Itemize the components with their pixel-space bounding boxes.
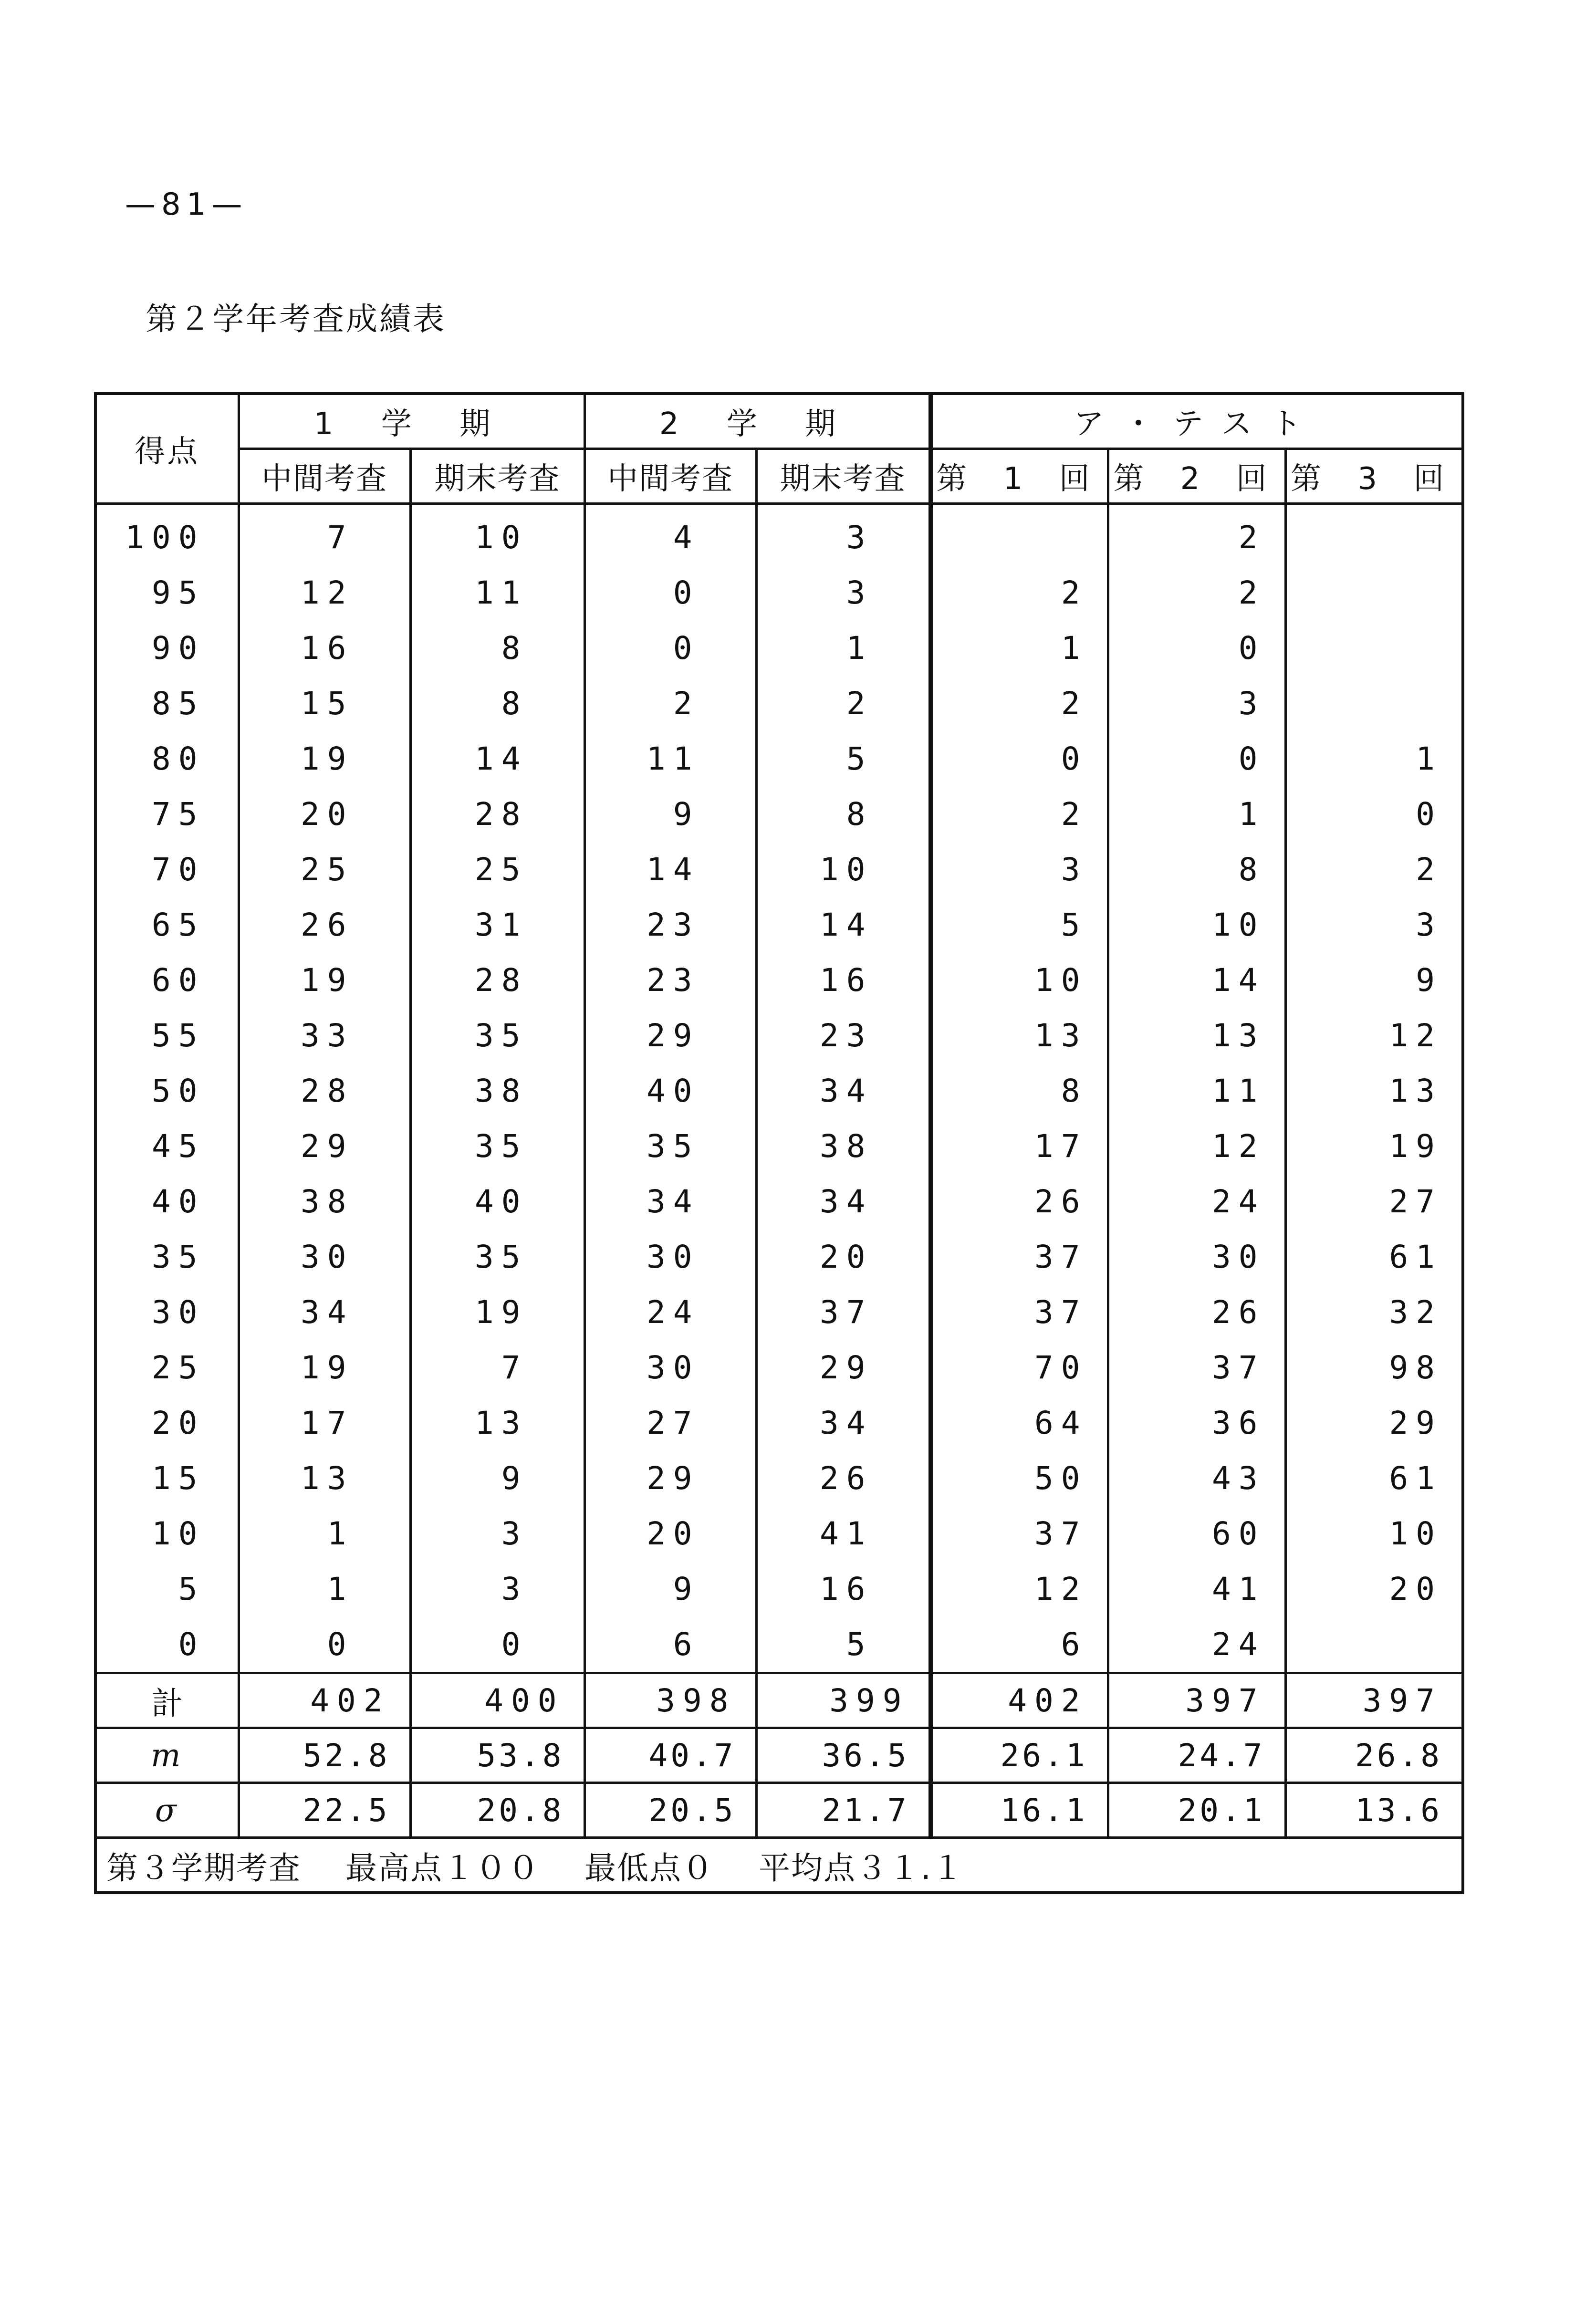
count-cell-term1-midterm: 33 xyxy=(239,1008,410,1063)
table-row xyxy=(95,952,1463,1008)
term3-note xyxy=(95,1838,1463,1893)
count-cell-term1-final: 35 xyxy=(410,1229,584,1284)
score-cell: 50 xyxy=(95,1063,239,1118)
count-cell-test-2: 37 xyxy=(1108,1340,1285,1395)
count-cell-test-3: 29 xyxy=(1285,1395,1463,1450)
subheader-term1-midterm: 中間考査 xyxy=(239,449,410,504)
count-cell-test-2: 2 xyxy=(1108,565,1285,620)
term2-header: 2 学 期 xyxy=(584,394,930,449)
count-cell-test-1: 37 xyxy=(930,1506,1108,1561)
count-cell-term1-final: 19 xyxy=(410,1284,584,1340)
count-cell-term2-midterm: 0 xyxy=(584,620,756,676)
term3-note-min: 最低点０ xyxy=(584,1849,714,1887)
count-cell-test-3 xyxy=(1285,504,1463,565)
count-cell-term2-midterm: 6 xyxy=(584,1616,756,1673)
score-distribution-table xyxy=(94,392,1464,1894)
count-cell-test-2: 60 xyxy=(1108,1506,1285,1561)
count-cell-test-3: 61 xyxy=(1285,1450,1463,1506)
score-cell: 30 xyxy=(95,1284,239,1340)
count-cell-term2-final: 3 xyxy=(756,565,930,620)
sd-value: 20.5 xyxy=(584,1783,756,1838)
count-cell-term2-midterm: 4 xyxy=(584,504,756,565)
table-row xyxy=(95,1008,1463,1063)
count-cell-term1-midterm: 19 xyxy=(239,952,410,1008)
count-cell-test-1: 6 xyxy=(930,1616,1108,1673)
count-cell-term2-midterm: 9 xyxy=(584,1561,756,1616)
count-cell-term1-final: 35 xyxy=(410,1118,584,1174)
total-value: 398 xyxy=(584,1673,756,1728)
score-cell: 15 xyxy=(95,1450,239,1506)
count-cell-term1-midterm: 29 xyxy=(239,1118,410,1174)
count-cell-term1-midterm: 13 xyxy=(239,1450,410,1506)
count-cell-term2-final: 1 xyxy=(756,620,930,676)
count-cell-term1-final: 0 xyxy=(410,1616,584,1673)
count-cell-term1-midterm: 38 xyxy=(239,1174,410,1229)
subheader-test-2: 第 2 回 xyxy=(1108,449,1285,504)
footnote-row xyxy=(95,1838,1463,1893)
count-cell-test-3: 0 xyxy=(1285,786,1463,842)
total-value: 399 xyxy=(756,1673,930,1728)
count-cell-term1-midterm: 0 xyxy=(239,1616,410,1673)
count-cell-term2-final: 3 xyxy=(756,504,930,565)
table-row xyxy=(95,1118,1463,1174)
count-cell-term2-midterm: 23 xyxy=(584,952,756,1008)
sd-row xyxy=(95,1783,1463,1838)
sd-value: 20.8 xyxy=(410,1783,584,1838)
count-cell-test-1: 70 xyxy=(930,1340,1108,1395)
count-cell-term1-final: 8 xyxy=(410,676,584,731)
count-cell-test-1: 37 xyxy=(930,1284,1108,1340)
total-label: 計 xyxy=(95,1673,239,1728)
count-cell-term2-final: 34 xyxy=(756,1063,930,1118)
count-cell-test-3 xyxy=(1285,620,1463,676)
count-cell-test-3: 19 xyxy=(1285,1118,1463,1174)
count-cell-test-1: 17 xyxy=(930,1118,1108,1174)
count-cell-term2-midterm: 35 xyxy=(584,1118,756,1174)
sd-value: 21.7 xyxy=(756,1783,930,1838)
count-cell-term2-final: 10 xyxy=(756,842,930,897)
count-cell-test-1: 3 xyxy=(930,842,1108,897)
count-cell-test-1: 1 xyxy=(930,620,1108,676)
score-cell: 10 xyxy=(95,1506,239,1561)
count-cell-term1-final: 28 xyxy=(410,952,584,1008)
total-value: 402 xyxy=(930,1673,1108,1728)
count-cell-term2-midterm: 29 xyxy=(584,1008,756,1063)
count-cell-test-2: 2 xyxy=(1108,504,1285,565)
count-cell-term1-final: 14 xyxy=(410,731,584,786)
subheader-test-1: 第 1 回 xyxy=(930,449,1108,504)
table-row xyxy=(95,897,1463,952)
count-cell-term2-midterm: 24 xyxy=(584,1284,756,1340)
count-cell-test-2: 8 xyxy=(1108,842,1285,897)
count-cell-test-3: 32 xyxy=(1285,1284,1463,1340)
count-cell-test-1: 8 xyxy=(930,1063,1108,1118)
table-row xyxy=(95,842,1463,897)
count-cell-term1-final: 25 xyxy=(410,842,584,897)
count-cell-term2-midterm: 0 xyxy=(584,565,756,620)
count-cell-test-1: 64 xyxy=(930,1395,1108,1450)
count-cell-term2-final: 16 xyxy=(756,952,930,1008)
count-cell-test-3 xyxy=(1285,1616,1463,1673)
subheader-term1-final: 期末考査 xyxy=(410,449,584,504)
count-cell-term1-midterm: 1 xyxy=(239,1506,410,1561)
count-cell-term2-final: 37 xyxy=(756,1284,930,1340)
count-cell-term2-midterm: 27 xyxy=(584,1395,756,1450)
score-cell: 90 xyxy=(95,620,239,676)
table-row xyxy=(95,1561,1463,1616)
achievement-test-header: ア・テスト xyxy=(930,394,1463,449)
term3-note-label: 第３学期考査 xyxy=(106,1849,301,1887)
count-cell-term1-final: 11 xyxy=(410,565,584,620)
count-cell-test-1: 26 xyxy=(930,1174,1108,1229)
score-cell: 35 xyxy=(95,1229,239,1284)
total-value: 402 xyxy=(239,1673,410,1728)
sd-value: 13.6 xyxy=(1285,1783,1463,1838)
score-cell: 65 xyxy=(95,897,239,952)
table-row xyxy=(95,620,1463,676)
count-cell-test-1: 10 xyxy=(930,952,1108,1008)
count-cell-test-1: 50 xyxy=(930,1450,1108,1506)
term1-header: 1 学 期 xyxy=(239,394,584,449)
count-cell-term1-final: 31 xyxy=(410,897,584,952)
score-cell: 55 xyxy=(95,1008,239,1063)
subheader-term2-final: 期末考査 xyxy=(756,449,930,504)
count-cell-test-2: 24 xyxy=(1108,1616,1285,1673)
count-cell-test-2: 3 xyxy=(1108,676,1285,731)
count-cell-test-3: 20 xyxy=(1285,1561,1463,1616)
score-cell: 70 xyxy=(95,842,239,897)
count-cell-term2-final: 41 xyxy=(756,1506,930,1561)
count-cell-term2-final: 23 xyxy=(756,1008,930,1063)
score-cell: 80 xyxy=(95,731,239,786)
count-cell-test-3 xyxy=(1285,676,1463,731)
table-row xyxy=(95,565,1463,620)
group-header-row xyxy=(95,394,1463,449)
score-cell: 5 xyxy=(95,1561,239,1616)
count-cell-term1-final: 35 xyxy=(410,1008,584,1063)
count-cell-test-2: 41 xyxy=(1108,1561,1285,1616)
table-row xyxy=(95,1616,1463,1673)
count-cell-test-1: 2 xyxy=(930,786,1108,842)
count-cell-term1-final: 13 xyxy=(410,1395,584,1450)
count-cell-term2-final: 5 xyxy=(756,1616,930,1673)
count-cell-term2-final: 34 xyxy=(756,1174,930,1229)
score-cell: 75 xyxy=(95,786,239,842)
document-title: 第２学年考査成績表 xyxy=(146,301,446,337)
score-cell: 0 xyxy=(95,1616,239,1673)
score-cell: 25 xyxy=(95,1340,239,1395)
count-cell-test-2: 43 xyxy=(1108,1450,1285,1506)
mean-value: 36.5 xyxy=(756,1728,930,1783)
count-cell-term1-final: 3 xyxy=(410,1561,584,1616)
score-cell: 100 xyxy=(95,504,239,565)
sd-value: 20.1 xyxy=(1108,1783,1285,1838)
mean-value: 53.8 xyxy=(410,1728,584,1783)
count-cell-term1-final: 28 xyxy=(410,786,584,842)
table-row xyxy=(95,1063,1463,1118)
count-cell-term2-midterm: 20 xyxy=(584,1506,756,1561)
count-cell-test-2: 1 xyxy=(1108,786,1285,842)
count-cell-term2-final: 8 xyxy=(756,786,930,842)
count-cell-term2-midterm: 30 xyxy=(584,1229,756,1284)
count-cell-test-1: 2 xyxy=(930,676,1108,731)
count-cell-test-1: 5 xyxy=(930,897,1108,952)
count-cell-term1-midterm: 12 xyxy=(239,565,410,620)
term3-note-avg: 平均点３１.１ xyxy=(758,1849,964,1887)
count-cell-test-2: 0 xyxy=(1108,620,1285,676)
count-cell-test-2: 10 xyxy=(1108,897,1285,952)
score-cell: 20 xyxy=(95,1395,239,1450)
count-cell-term1-midterm: 15 xyxy=(239,676,410,731)
table-row xyxy=(95,1229,1463,1284)
total-row xyxy=(95,1673,1463,1728)
count-cell-test-1: 37 xyxy=(930,1229,1108,1284)
count-cell-term2-final: 26 xyxy=(756,1450,930,1506)
sd-value: 16.1 xyxy=(930,1783,1108,1838)
count-cell-test-1 xyxy=(930,504,1108,565)
count-cell-term2-midterm: 11 xyxy=(584,731,756,786)
count-cell-test-1: 12 xyxy=(930,1561,1108,1616)
count-cell-test-3: 10 xyxy=(1285,1506,1463,1561)
score-cell: 45 xyxy=(95,1118,239,1174)
count-cell-test-3: 9 xyxy=(1285,952,1463,1008)
table-row xyxy=(95,1174,1463,1229)
mean-label: m xyxy=(95,1728,239,1783)
score-column-header: 得点 xyxy=(95,394,239,504)
count-cell-test-2: 26 xyxy=(1108,1284,1285,1340)
score-cell: 40 xyxy=(95,1174,239,1229)
count-cell-term1-final: 7 xyxy=(410,1340,584,1395)
count-cell-test-2: 30 xyxy=(1108,1229,1285,1284)
table-row xyxy=(95,1506,1463,1561)
count-cell-term1-midterm: 34 xyxy=(239,1284,410,1340)
count-cell-term2-final: 16 xyxy=(756,1561,930,1616)
total-value: 400 xyxy=(410,1673,584,1728)
count-cell-term2-midterm: 30 xyxy=(584,1340,756,1395)
table-row xyxy=(95,676,1463,731)
count-cell-term1-midterm: 17 xyxy=(239,1395,410,1450)
count-cell-term2-final: 20 xyxy=(756,1229,930,1284)
count-cell-test-3: 27 xyxy=(1285,1174,1463,1229)
score-cell: 85 xyxy=(95,676,239,731)
count-cell-term1-midterm: 19 xyxy=(239,1340,410,1395)
count-cell-test-3: 12 xyxy=(1285,1008,1463,1063)
count-cell-term2-midterm: 23 xyxy=(584,897,756,952)
count-cell-term1-midterm: 16 xyxy=(239,620,410,676)
sd-value: 22.5 xyxy=(239,1783,410,1838)
count-cell-term1-final: 10 xyxy=(410,504,584,565)
count-cell-term2-final: 14 xyxy=(756,897,930,952)
count-cell-test-2: 36 xyxy=(1108,1395,1285,1450)
score-rows xyxy=(95,504,1463,1673)
table-row xyxy=(95,1284,1463,1340)
count-cell-term1-final: 9 xyxy=(410,1450,584,1506)
count-cell-term1-midterm: 30 xyxy=(239,1229,410,1284)
count-cell-test-1: 13 xyxy=(930,1008,1108,1063)
count-cell-term2-final: 2 xyxy=(756,676,930,731)
term3-note-max: 最高点１００ xyxy=(345,1849,540,1887)
table-row xyxy=(95,786,1463,842)
page-number: —81— xyxy=(125,187,248,222)
count-cell-term2-midterm: 34 xyxy=(584,1174,756,1229)
count-cell-test-3: 1 xyxy=(1285,731,1463,786)
mean-value: 40.7 xyxy=(584,1728,756,1783)
subheader-test-3: 第 3 回 xyxy=(1285,449,1463,504)
table-row xyxy=(95,1340,1463,1395)
mean-row xyxy=(95,1728,1463,1783)
score-cell: 95 xyxy=(95,565,239,620)
count-cell-term1-midterm: 20 xyxy=(239,786,410,842)
subheader-row xyxy=(95,449,1463,504)
sd-label: σ xyxy=(95,1783,239,1838)
count-cell-test-2: 12 xyxy=(1108,1118,1285,1174)
count-cell-term1-midterm: 1 xyxy=(239,1561,410,1616)
count-cell-term1-final: 40 xyxy=(410,1174,584,1229)
score-cell: 60 xyxy=(95,952,239,1008)
subheader-term2-midterm: 中間考査 xyxy=(584,449,756,504)
count-cell-test-3: 61 xyxy=(1285,1229,1463,1284)
count-cell-term2-midterm: 14 xyxy=(584,842,756,897)
count-cell-test-3: 2 xyxy=(1285,842,1463,897)
count-cell-term1-final: 8 xyxy=(410,620,584,676)
count-cell-term1-midterm: 19 xyxy=(239,731,410,786)
mean-value: 26.1 xyxy=(930,1728,1108,1783)
count-cell-test-2: 11 xyxy=(1108,1063,1285,1118)
count-cell-test-3: 98 xyxy=(1285,1340,1463,1395)
count-cell-term1-final: 38 xyxy=(410,1063,584,1118)
count-cell-term1-midterm: 25 xyxy=(239,842,410,897)
count-cell-test-3 xyxy=(1285,565,1463,620)
count-cell-term1-final: 3 xyxy=(410,1506,584,1561)
count-cell-test-2: 13 xyxy=(1108,1008,1285,1063)
count-cell-test-2: 14 xyxy=(1108,952,1285,1008)
count-cell-term2-final: 29 xyxy=(756,1340,930,1395)
count-cell-term2-midterm: 40 xyxy=(584,1063,756,1118)
count-cell-term2-final: 34 xyxy=(756,1395,930,1450)
count-cell-term2-final: 38 xyxy=(756,1118,930,1174)
count-cell-test-3: 3 xyxy=(1285,897,1463,952)
table-row xyxy=(95,504,1463,565)
count-cell-term2-midterm: 2 xyxy=(584,676,756,731)
mean-value: 26.8 xyxy=(1285,1728,1463,1783)
count-cell-term1-midterm: 26 xyxy=(239,897,410,952)
count-cell-test-2: 24 xyxy=(1108,1174,1285,1229)
count-cell-term2-midterm: 29 xyxy=(584,1450,756,1506)
count-cell-term1-midterm: 7 xyxy=(239,504,410,565)
count-cell-test-3: 13 xyxy=(1285,1063,1463,1118)
count-cell-term2-final: 5 xyxy=(756,731,930,786)
total-value: 397 xyxy=(1108,1673,1285,1728)
count-cell-test-1: 0 xyxy=(930,731,1108,786)
count-cell-term1-midterm: 28 xyxy=(239,1063,410,1118)
table-row xyxy=(95,1450,1463,1506)
table-row xyxy=(95,1395,1463,1450)
mean-value: 52.8 xyxy=(239,1728,410,1783)
count-cell-test-2: 0 xyxy=(1108,731,1285,786)
count-cell-test-1: 2 xyxy=(930,565,1108,620)
total-value: 397 xyxy=(1285,1673,1463,1728)
mean-value: 24.7 xyxy=(1108,1728,1285,1783)
table-row xyxy=(95,731,1463,786)
count-cell-term2-midterm: 9 xyxy=(584,786,756,842)
